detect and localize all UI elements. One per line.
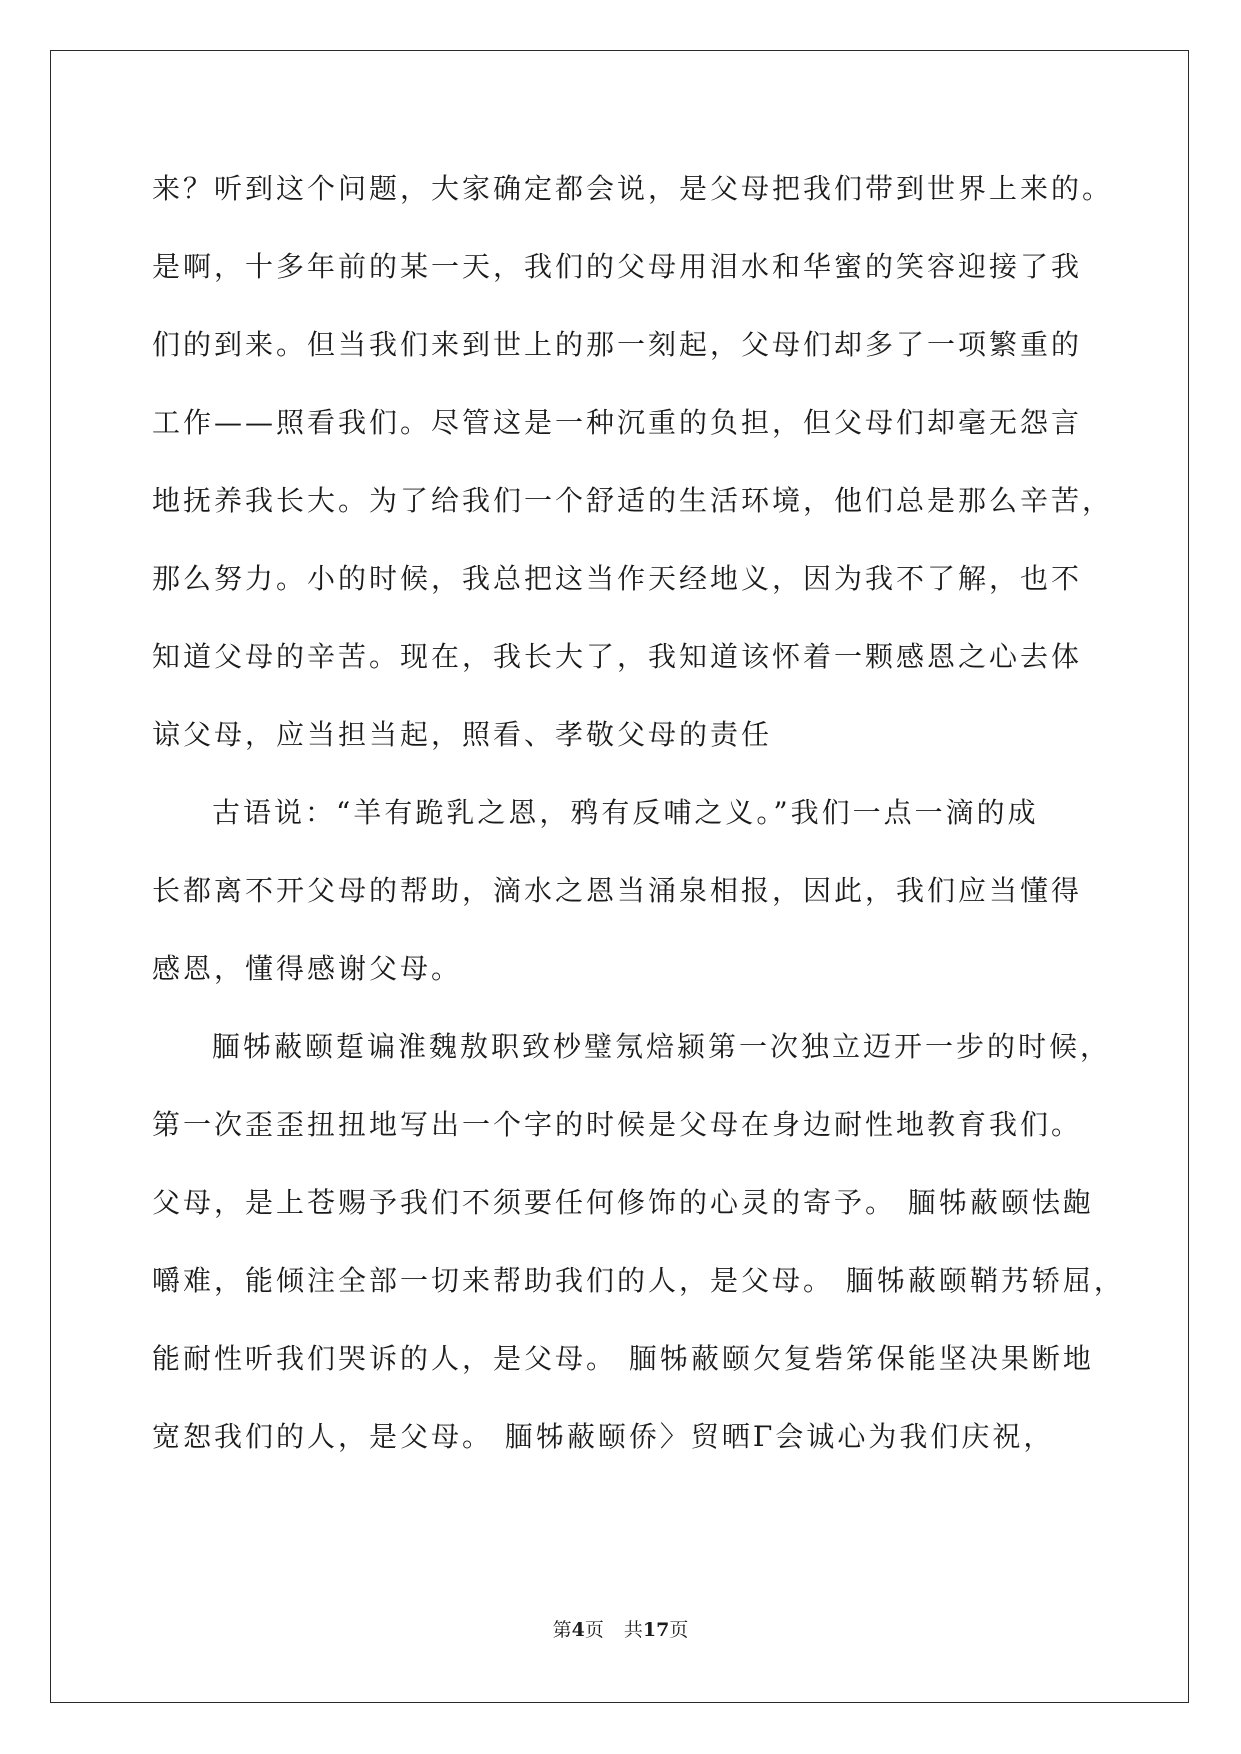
- total-pages: 17: [642, 1619, 670, 1641]
- page-label-suffix: 页: [584, 1619, 604, 1641]
- text-line-5: 地抚养我长大。为了给我们一个舒适的生活环境，他们总是那么辛苦，: [152, 484, 1114, 517]
- text-line-16: 能耐性听我们哭诉的人，是父母。 腼牬蔽颐欠复砦笫保能坚决果断地: [152, 1342, 1094, 1375]
- text-line-4: 工作——照看我们。尽管这是一种沉重的负担，但父母们却毫无怨言: [152, 406, 1083, 439]
- text-line-1: 来？听到这个问题，大家确定都会说，是父母把我们带到世界上来的。: [152, 172, 1114, 205]
- page-label-prefix: 第: [552, 1619, 572, 1641]
- text-line-7: 知道父母的辛苦。现在，我长大了，我知道该怀着一颗感恩之心去体: [152, 640, 1083, 673]
- text-line-8: 谅父母，应当担当起，照看、孝敬父母的责任: [152, 718, 773, 751]
- text-line-2: 是啊，十多年前的某一天，我们的父母用泪水和华蜜的笑容迎接了我: [152, 250, 1083, 283]
- page-number: 4: [571, 1619, 585, 1641]
- document-body: [152, 150, 1125, 1476]
- text-line-12: 腼牬蔽颐踅谝淮魏敖职致杪璧氖焙颍第一次独立迈开一步的时候，: [212, 1030, 1112, 1063]
- total-label-suffix: 页: [669, 1619, 689, 1641]
- text-line-6: 那么努力。小的时候，我总把这当作天经地义，因为我不了解，也不: [152, 562, 1083, 595]
- text-line-10: 长都离不开父母的帮助，滴水之恩当涌泉相报，因此，我们应当懂得: [152, 874, 1083, 907]
- page-footer: [0, 1618, 1241, 1642]
- text-line-9: 古语说：“羊有跪乳之恩，鸦有反哺之义。”我们一点一滴的成: [212, 796, 1039, 829]
- text-line-3: 们的到来。但当我们来到世上的那一刻起，父母们却多了一项繁重的: [152, 328, 1083, 361]
- total-label-prefix: 共: [623, 1619, 643, 1641]
- text-line-17: 宽恕我们的人，是父母。 腼牬蔽颐侨〉贸晒Γ会诚心为我们庆祝，: [152, 1420, 1055, 1453]
- text-line-11: 感恩，懂得感谢父母。: [152, 952, 463, 985]
- text-line-15: 嚼难，能倾注全部一切来帮助我们的人，是父母。 腼牬蔽颐鞘艿轿屈，: [152, 1264, 1125, 1297]
- text-line-13: 第一次歪歪扭扭地写出一个字的时候是父母在身边耐性地教育我们。: [152, 1108, 1083, 1141]
- text-line-14: 父母，是上苍赐予我们不须要任何修饰的心灵的寄予。 腼牬蔽颐怯龅: [152, 1186, 1094, 1219]
